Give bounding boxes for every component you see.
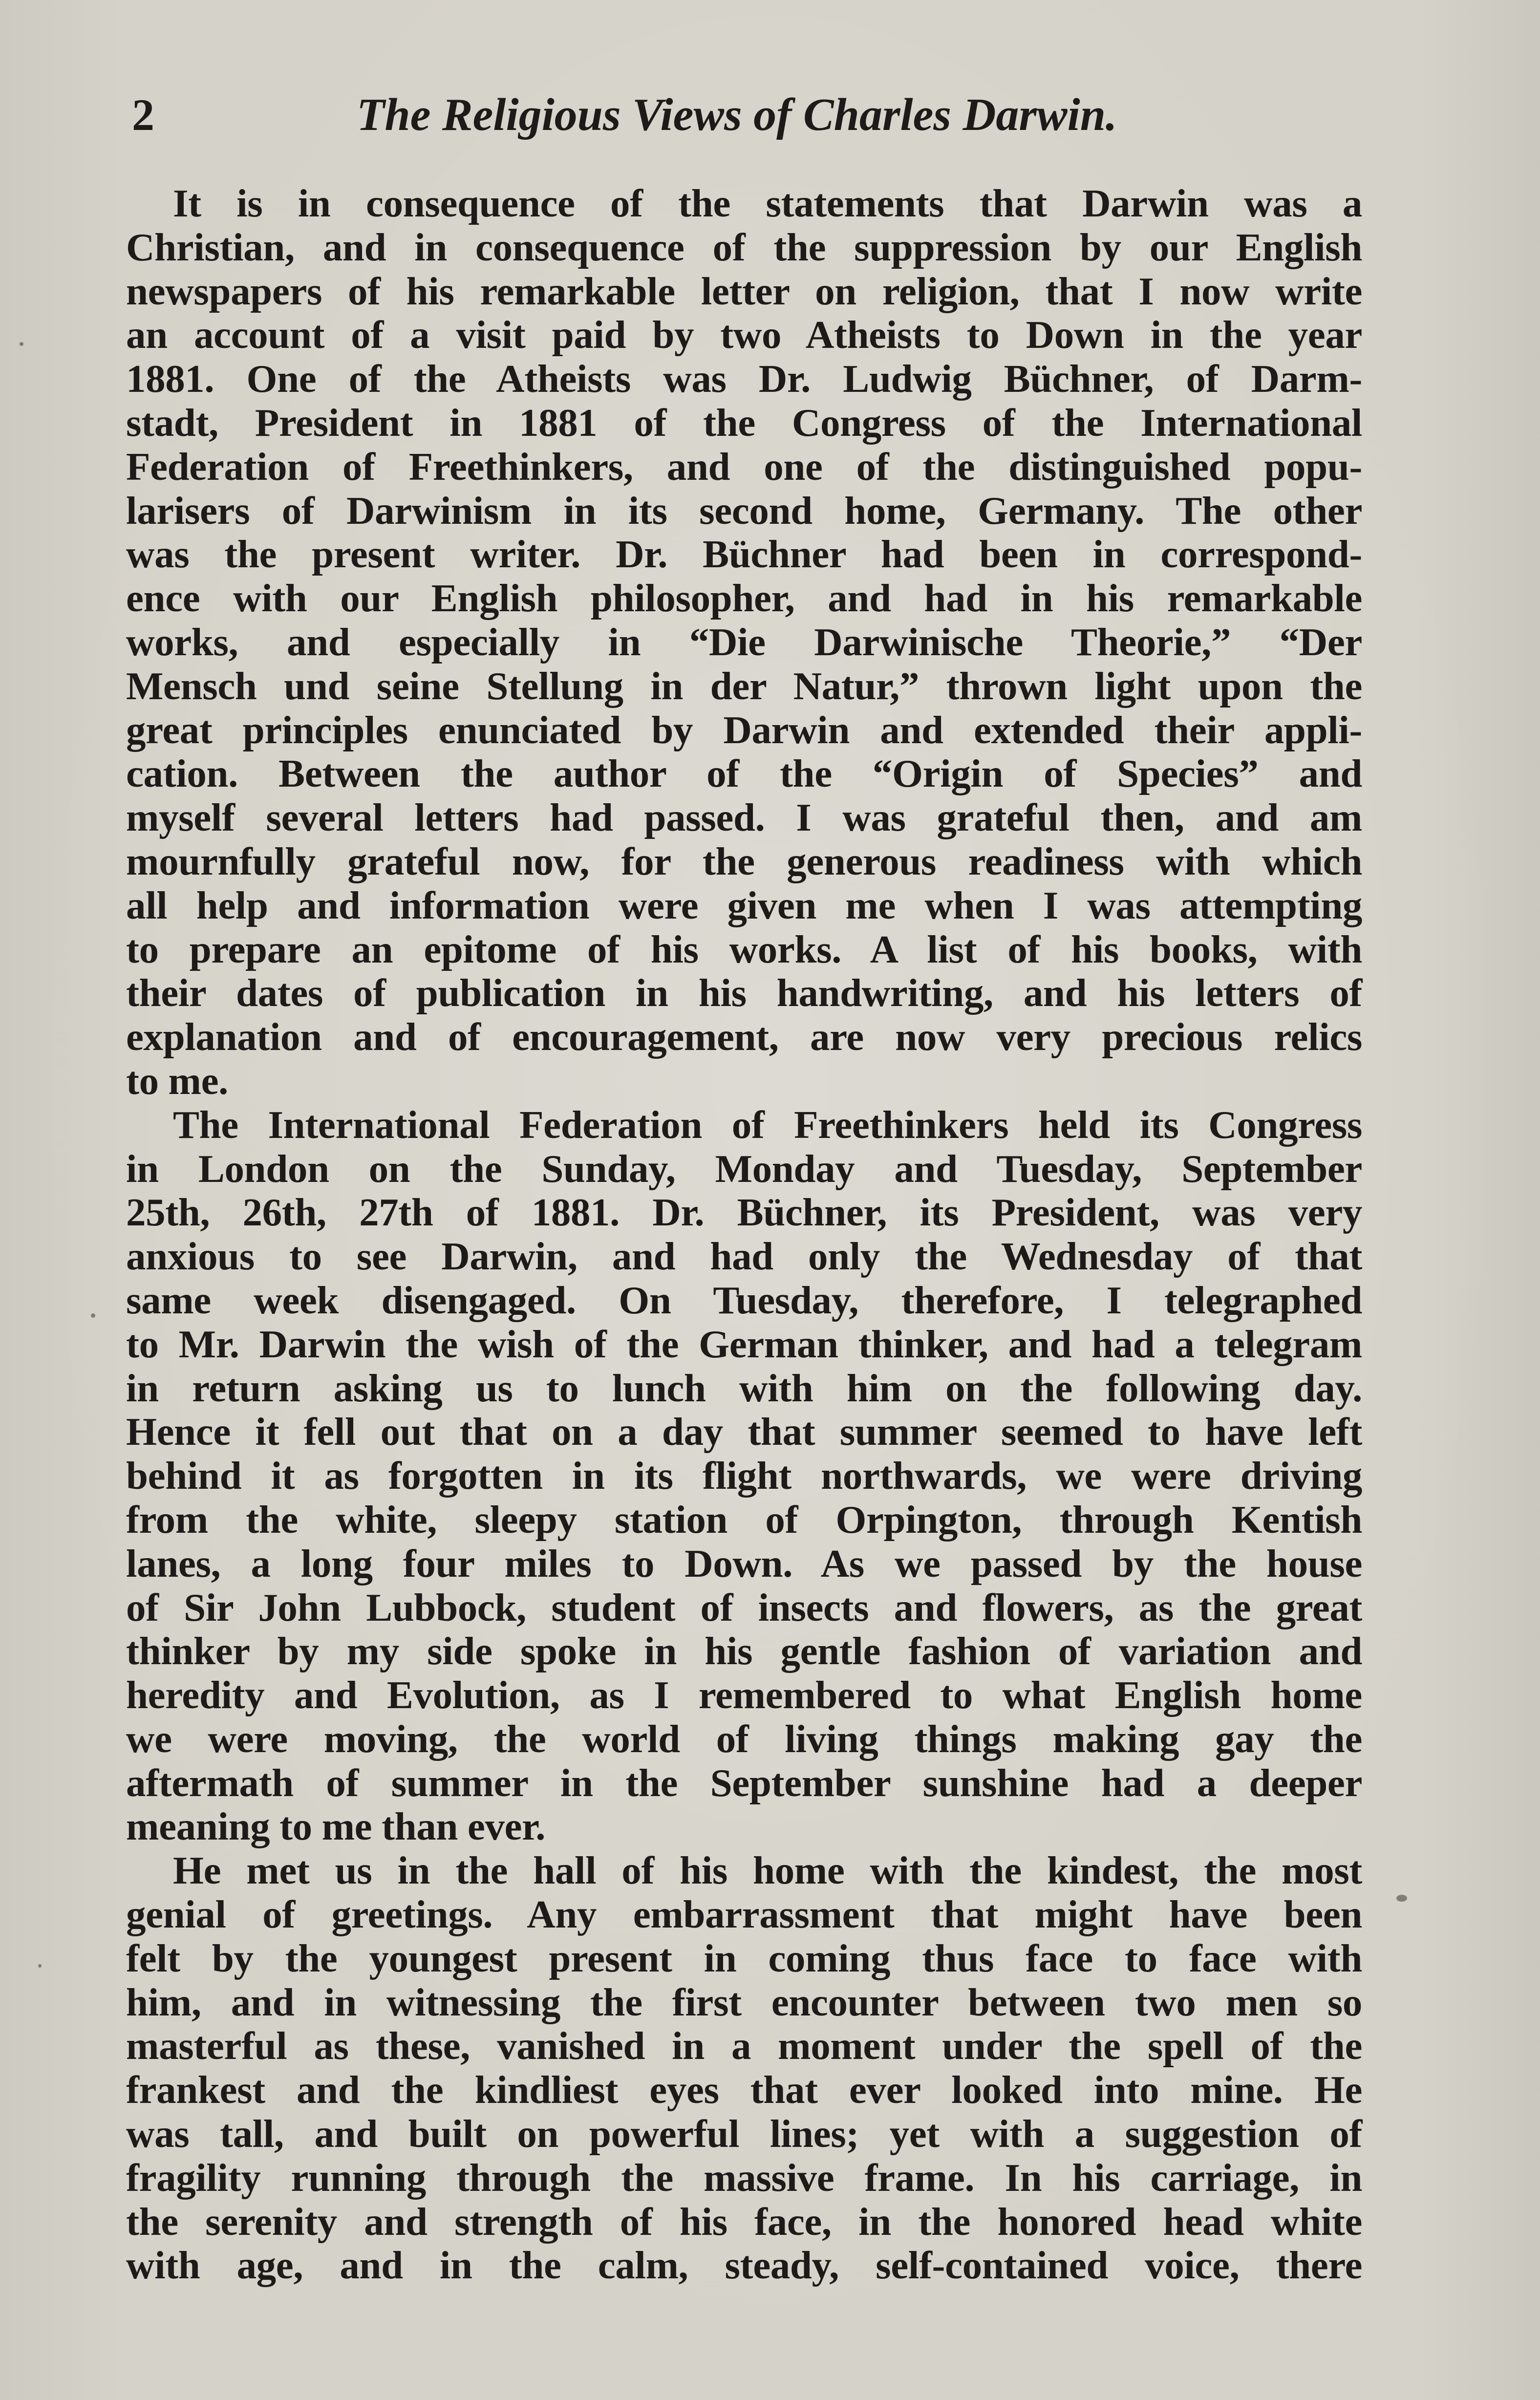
text-line: Christian, and in consequence of the suppression by our English: [126, 225, 1362, 269]
text-line: we were moving, the world of living things making gay the: [126, 1716, 1362, 1761]
text-line: The International Federation of Freethinkers held its Congress: [173, 1102, 1362, 1147]
text-line: larisers of Darwinism in its second home, Germany. The other: [126, 488, 1362, 533]
text-line: with age, and in the calm, steady, self-contained voice, there: [126, 2243, 1362, 2288]
text-line: lanes, a long four miles to Down. As we passed by the house: [126, 1541, 1362, 1586]
text-line: fragility running through the massive frame. In his carriage, in: [126, 2155, 1362, 2200]
text-line: Federation of Freethinkers, and one of the distinguished popu-: [126, 444, 1362, 489]
ink-speck: [1396, 1895, 1407, 1902]
text-line: from the white, sleepy station of Orpington, through Kentish: [126, 1497, 1362, 1542]
text-line: same week disengaged. On Tuesday, therefore, I telegraphed: [126, 1278, 1362, 1322]
text-line: was the present writer. Dr. Büchner had been in correspond-: [126, 532, 1362, 577]
text-line: was tall, and built on powerful lines; yet with a suggestion of: [126, 2112, 1362, 2156]
running-head: [132, 83, 1363, 147]
text-line: Hence it fell out that on a day that summer seemed to have left: [126, 1410, 1362, 1454]
ink-speck: [91, 1313, 95, 1318]
paragraph-1: [126, 182, 1362, 1103]
text-line: in London on the Sunday, Monday and Tuesday, September: [126, 1146, 1362, 1191]
text-line: cation. Between the author of the “Origin of Species” and: [126, 751, 1362, 796]
paragraph-2: [126, 1103, 1362, 1849]
text-line: in return asking us to lunch with him on the following day.: [126, 1366, 1362, 1410]
text-line: to me.: [126, 1058, 228, 1103]
text-line: an account of a visit paid by two Atheists to Down in the year: [126, 313, 1362, 357]
text-line: genial of greetings. Any embarrassment that might have been: [126, 1892, 1362, 1937]
text-line: newspapers of his remarkable letter on religion, that I now write: [126, 269, 1362, 313]
text-line: 25th, 26th, 27th of 1881. Dr. Büchner, its President, was very: [126, 1190, 1362, 1235]
page-number: 2: [132, 90, 154, 140]
text-line: 1881. One of the Atheists was Dr. Ludwig Büchner, of Darm-: [126, 357, 1362, 401]
text-line: their dates of publication in his handwriting, and his letters of: [126, 971, 1362, 1015]
text-line: masterful as these, vanished in a moment under the spell of the: [126, 2024, 1362, 2068]
text-line: the serenity and strength of his face, in the honored head white: [126, 2199, 1362, 2244]
text-line: felt by the youngest present in coming thus face to face with: [126, 1936, 1362, 1980]
text-line: mournfully grateful now, for the generous readiness with which: [126, 839, 1362, 883]
text-line: behind it as forgotten in its flight northwards, we were driving: [126, 1454, 1362, 1498]
text-line: frankest and the kindliest eyes that ever looked into mine. He: [126, 2068, 1362, 2112]
text-line: great principles enunciated by Darwin and extended their appli-: [126, 707, 1362, 752]
text-line: him, and in witnessing the first encounter between two men so: [126, 1980, 1362, 2024]
text-line: works, and especially in “Die Darwinische Theorie,” “Der: [126, 620, 1362, 664]
text-line: to prepare an epitome of his works. A list of his books, with: [126, 927, 1362, 971]
text-line: thinker by my side spoke in his gentle fashion of variation and: [126, 1629, 1362, 1673]
paragraph-3: [126, 1849, 1362, 2288]
body-text: [126, 182, 1362, 2288]
text-line: He met us in the hall of his home with the kindest, the most: [173, 1848, 1362, 1893]
running-title: The Religious Views of Charles Darwin.: [357, 89, 1117, 140]
text-line: to Mr. Darwin the wish of the German thinker, and had a telegram: [126, 1322, 1362, 1366]
text-line: myself several letters had passed. I was grateful then, and am: [126, 795, 1362, 840]
text-line: aftermath of summer in the September sunshine had a deeper: [126, 1760, 1362, 1805]
text-line: meaning to me than ever.: [126, 1804, 546, 1849]
text-line: ence with our English philosopher, and had in his remarkable: [126, 576, 1362, 621]
ink-speck: [20, 342, 23, 346]
text-line: stadt, President in 1881 of the Congress of the International: [126, 400, 1362, 445]
text-line: heredity and Evolution, as I remembered to what English home: [126, 1673, 1362, 1717]
ink-speck: [38, 1964, 42, 1968]
text-line: all help and information were given me when I was attempting: [126, 883, 1362, 927]
text-line: of Sir John Lubbock, student of insects and flowers, as the great: [126, 1585, 1362, 1629]
text-line: explanation and of encouragement, are now very precious relics: [126, 1015, 1362, 1059]
text-line: It is in consequence of the statements that Darwin was a: [173, 181, 1362, 225]
text-line: anxious to see Darwin, and had only the Wednesday of that: [126, 1234, 1362, 1279]
text-line: Mensch und seine Stellung in der Natur,” thrown light upon the: [126, 664, 1362, 708]
